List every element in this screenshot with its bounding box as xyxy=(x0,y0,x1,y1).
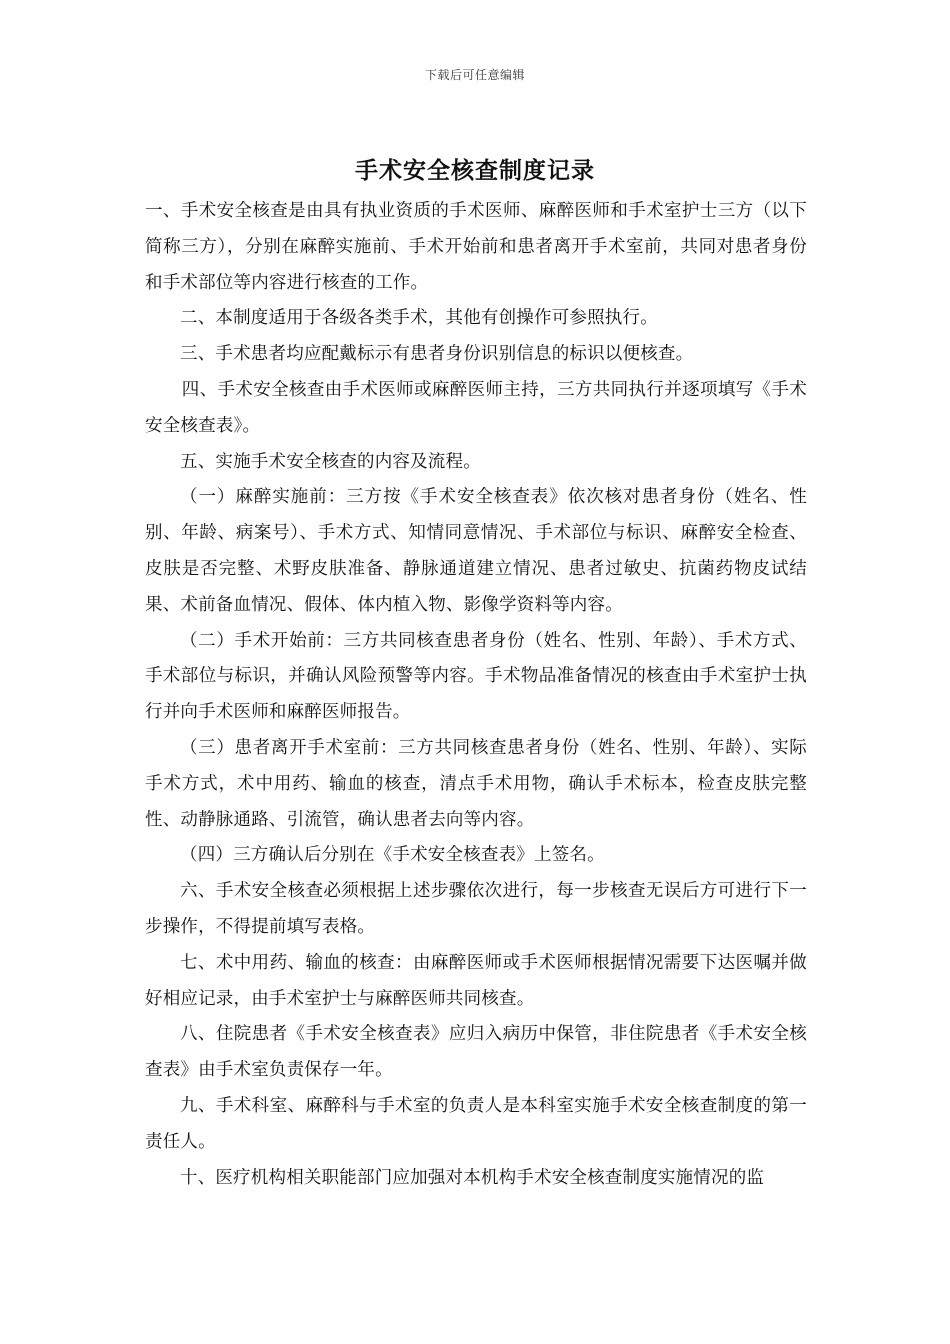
header-note: 下载后可任意编辑 xyxy=(424,68,525,82)
paragraph-9: 九、手术科室、麻醉科与手术室的负责人是本科室实施手术安全核查制度的第一责任人。 xyxy=(145,1095,807,1152)
paragraph-5-3: （三）患者离开手术室前：三方共同核查患者身份（姓名、性别、年龄）、实际手术方式，术中用药、输血的核查，清点手术用物，确认手术标本，检查皮肤完整性、动静脉通路、引流管，确认患者去向等内容。 xyxy=(145,737,807,830)
paragraph-3: 三、手术患者均应配戴标示有患者身份识别信息的标识以便核查。 xyxy=(180,344,694,365)
paragraph-10: 十、医疗机构相关职能部门应加强对本机构手术安全核查制度实施情况的监 xyxy=(180,1167,765,1188)
paragraph-7: 七、术中用药、输血的核查：由麻醉医师或手术医师根据情况需要下达医嘱并做好相应记录，由手术室护士与麻醉医师共同核查。 xyxy=(145,952,807,1009)
paragraph-8: 八、住院患者《手术安全核查表》应归入病历中保管，非住院患者《手术安全核查表》由手术室负责保存一年。 xyxy=(145,1024,807,1081)
paragraph-6: 六、手术安全核查必须根据上述步骤依次进行，每一步核查无误后方可进行下一步操作，不得提前填写表格。 xyxy=(145,881,807,937)
paragraph-5-4: （四）三方确认后分别在《手术安全核查表》上签名。 xyxy=(180,845,605,866)
paragraph-5-1: （一）麻醉实施前：三方按《手术安全核查表》依次核对患者身份（姓名、性别、年龄、病案号）、手术方式、知情同意情况、手术部位与标识、麻醉安全检查、皮肤是否完整、术野皮肤准备、静脉通道建立情况、患者过敏史、抗菌药物皮试结果、术前备血情况、假体、体内植入物、影像学资料等内容。 xyxy=(145,487,807,615)
paragraph-4: 四、手术安全核查由手术医师或麻醉医师主持，三方共同执行并逐项填写《手术安全核查表》。 xyxy=(145,379,807,436)
paragraph-1: 一、手术安全核查是由具有执业资质的手术医师、麻醉医师和手术室护士三方（以下简称三方），分别在麻醉实施前、手术开始前和患者离开手术室前，共同对患者身份和手术部位等内容进行核查的工作。 xyxy=(145,201,807,293)
paragraph-5: 五、实施手术安全核查的内容及流程。 xyxy=(180,451,481,472)
paragraph-5-2: （二）手术开始前：三方共同核查患者身份（姓名、性别、年龄）、手术方式、手术部位与标识，并确认风险预警等内容。手术物品准备情况的核查由手术室护士执行并向手术医师和麻醉医师报告。 xyxy=(145,630,807,723)
document-body xyxy=(145,194,807,1196)
document-title: 手术安全核查制度记录 xyxy=(355,157,595,184)
paragraph-2: 二、本制度适用于各级各类手术，其他有创操作可参照执行。 xyxy=(180,308,658,329)
